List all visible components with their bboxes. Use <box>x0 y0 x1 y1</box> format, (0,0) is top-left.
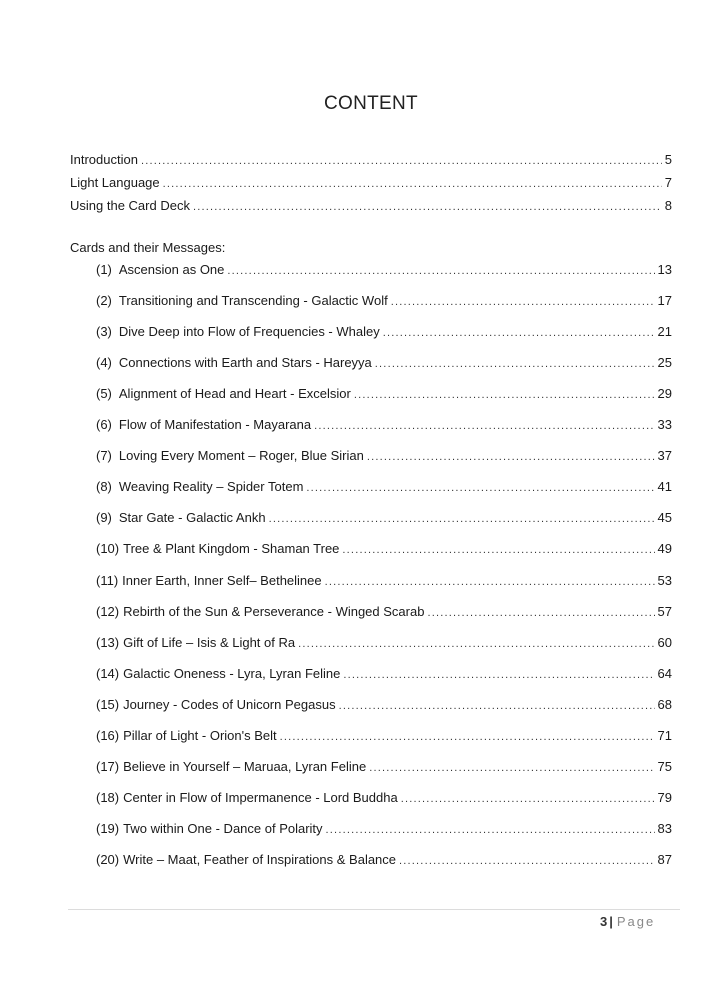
card-title: Flow of Manifestation - Mayarana <box>118 417 312 432</box>
dot-leader <box>306 482 654 494</box>
toc-card-page: 21 <box>657 324 672 339</box>
card-number: (19) <box>96 821 120 836</box>
footer-page-number: 3 <box>600 914 608 929</box>
toc-card-entry <box>96 759 672 774</box>
card-number: (5) <box>96 386 112 401</box>
toc-card-entry <box>96 355 672 370</box>
card-title: Pillar of Light - Orion's Belt <box>123 728 277 743</box>
toc-card-page: 79 <box>657 790 672 805</box>
footer-divider <box>68 909 680 910</box>
toc-card-label <box>96 293 388 308</box>
toc-entry-label: Light Language <box>70 175 160 190</box>
card-number: (6) <box>96 417 112 432</box>
toc-card-entry <box>96 852 672 867</box>
toc-card-page: 33 <box>657 417 672 432</box>
card-title: Star Gate - Galactic Ankh <box>118 510 266 525</box>
card-title: Tree & Plant Kingdom - Shaman Tree <box>123 541 340 556</box>
card-title: Believe in Yourself – Maruaa, Lyran Feline <box>123 759 367 774</box>
dot-leader <box>427 607 654 619</box>
toc-card-entry <box>96 448 672 463</box>
toc-card-entry <box>96 262 672 277</box>
footer-separator: | <box>609 914 613 929</box>
toc-card-label <box>96 697 336 712</box>
card-number: (9) <box>96 510 112 525</box>
dot-leader <box>399 855 655 867</box>
toc-card-page: 37 <box>657 448 672 463</box>
card-title: Journey - Codes of Unicorn Pegasus <box>123 697 336 712</box>
card-number: (11) <box>96 573 119 588</box>
card-title: Weaving Reality – Spider Totem <box>118 479 304 494</box>
card-title: Center in Flow of Impermanence - Lord Buddha <box>123 790 398 805</box>
toc-card-label <box>96 355 372 370</box>
page-title: CONTENT <box>324 93 418 114</box>
toc-card-page: 17 <box>657 293 672 308</box>
card-number: (18) <box>96 790 120 805</box>
toc-entry <box>70 152 672 167</box>
dot-leader <box>342 544 654 556</box>
footer-page-word: Page <box>616 914 656 929</box>
toc-card-entry <box>96 697 672 712</box>
card-number: (17) <box>96 759 120 774</box>
toc-card-entry <box>96 293 672 308</box>
toc-entry-page: 5 <box>664 152 672 167</box>
toc-card-page: 57 <box>657 604 672 619</box>
toc-card-page: 49 <box>657 541 672 556</box>
toc-card-entry <box>96 821 672 836</box>
toc-card-entry <box>96 728 672 743</box>
toc-card-entry <box>96 573 672 588</box>
card-title: Two within One - Dance of Polarity <box>123 821 323 836</box>
card-number: (10) <box>96 541 120 556</box>
toc-card-label <box>96 666 340 681</box>
card-number: (13) <box>96 635 120 650</box>
card-number: (8) <box>96 479 112 494</box>
section-heading: Cards and their Messages: <box>70 240 226 255</box>
toc-card-label <box>96 573 322 588</box>
toc-card-entry <box>96 541 672 556</box>
dot-leader <box>269 513 655 525</box>
card-title: Ascension as One <box>118 262 225 277</box>
page-footer <box>600 914 655 929</box>
toc-card-label <box>96 541 339 556</box>
card-number: (1) <box>96 262 112 277</box>
toc-card-label <box>96 852 396 867</box>
card-title: Galactic Oneness - Lyra, Lyran Feline <box>123 666 341 681</box>
card-title: Rebirth of the Sun & Perseverance - Winged Scarab <box>123 604 425 619</box>
toc-card-label <box>96 510 266 525</box>
toc-entry <box>70 175 672 190</box>
card-title: Inner Earth, Inner Self– Bethelinee <box>122 573 322 588</box>
toc-card-entry <box>96 666 672 681</box>
toc-entry-page: 8 <box>664 198 672 213</box>
toc-card-page: 64 <box>657 666 672 681</box>
toc-card-label <box>96 790 398 805</box>
dot-leader <box>401 793 655 805</box>
card-number: (20) <box>96 852 120 867</box>
toc-card-label <box>96 417 311 432</box>
dot-leader <box>314 420 654 432</box>
toc-card-entry <box>96 604 672 619</box>
dot-leader <box>193 201 662 213</box>
card-number: (12) <box>96 604 120 619</box>
toc-card-page: 45 <box>657 510 672 525</box>
dot-leader <box>339 700 655 712</box>
card-number: (2) <box>96 293 112 308</box>
dot-leader <box>354 389 655 401</box>
dot-leader <box>163 178 662 190</box>
dot-leader <box>391 296 655 308</box>
toc-card-label <box>96 448 364 463</box>
toc-card-page: 83 <box>657 821 672 836</box>
card-number: (7) <box>96 448 112 463</box>
toc-card-entry <box>96 417 672 432</box>
toc-entry-page: 7 <box>664 175 672 190</box>
toc-card-page: 25 <box>657 355 672 370</box>
dot-leader <box>367 451 655 463</box>
toc-entry <box>70 198 672 213</box>
card-number: (3) <box>96 324 112 339</box>
toc-card-page: 71 <box>657 728 672 743</box>
card-title: Transitioning and Transcending - Galactic Wolf <box>118 293 388 308</box>
toc-card-page: 60 <box>657 635 672 650</box>
toc-card-label <box>96 759 366 774</box>
card-number: (14) <box>96 666 120 681</box>
toc-card-label <box>96 728 277 743</box>
card-number: (4) <box>96 355 112 370</box>
toc-card-page: 68 <box>657 697 672 712</box>
toc-card-entry <box>96 510 672 525</box>
card-title: Connections with Earth and Stars - Hareyya <box>118 355 372 370</box>
dot-leader <box>343 669 654 681</box>
card-number: (15) <box>96 697 120 712</box>
toc-card-label <box>96 821 323 836</box>
card-title: Write – Maat, Feather of Inspirations & Balance <box>123 852 397 867</box>
toc-card-page: 13 <box>657 262 672 277</box>
toc-card-entry <box>96 635 672 650</box>
toc-entry-label: Using the Card Deck <box>70 198 190 213</box>
toc-card-page: 29 <box>657 386 672 401</box>
card-title: Gift of Life – Isis & Light of Ra <box>123 635 296 650</box>
toc-card-page: 75 <box>657 759 672 774</box>
dot-leader <box>369 762 654 774</box>
toc-card-label <box>96 604 424 619</box>
toc-entry-label: Introduction <box>70 152 138 167</box>
card-number: (16) <box>96 728 120 743</box>
card-title: Loving Every Moment – Roger, Blue Sirian <box>118 448 364 463</box>
dot-leader <box>280 731 655 743</box>
toc-card-label <box>96 386 351 401</box>
dot-leader <box>227 265 654 277</box>
toc-card-label <box>96 324 380 339</box>
dot-leader <box>375 358 655 370</box>
card-title: Alignment of Head and Heart - Excelsior <box>118 386 351 401</box>
toc-card-entry <box>96 386 672 401</box>
toc-card-page: 53 <box>657 573 672 588</box>
dot-leader <box>325 576 655 588</box>
toc-card-page: 87 <box>657 852 672 867</box>
dot-leader <box>383 327 655 339</box>
toc-card-label <box>96 479 303 494</box>
dot-leader <box>141 155 662 167</box>
toc-card-label <box>96 262 224 277</box>
toc-card-entry <box>96 479 672 494</box>
dot-leader <box>326 824 655 836</box>
toc-card-label <box>96 635 295 650</box>
card-title: Dive Deep into Flow of Frequencies - Whaley <box>118 324 380 339</box>
toc-card-entry <box>96 790 672 805</box>
dot-leader <box>298 638 654 650</box>
toc-card-entry <box>96 324 672 339</box>
toc-card-page: 41 <box>657 479 672 494</box>
